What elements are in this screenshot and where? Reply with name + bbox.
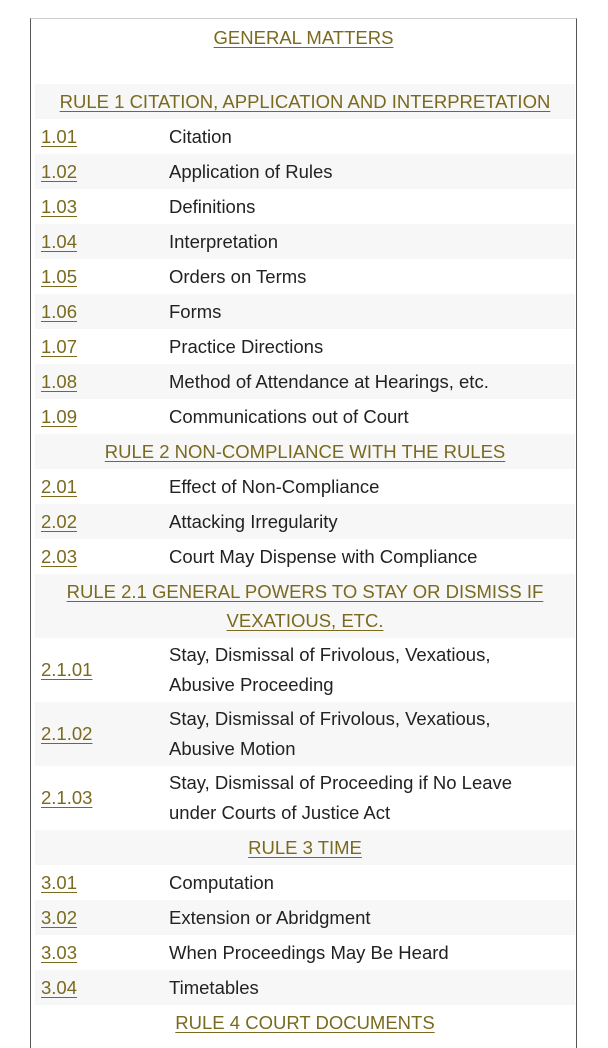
toc-container xyxy=(30,18,577,1048)
rule-title: Court May Dispense with Compliance xyxy=(169,545,478,567)
table-row xyxy=(35,294,575,329)
table-row xyxy=(35,469,575,504)
rule-title: Forms xyxy=(169,294,575,329)
rule-link-3-03[interactable]: 3.03 xyxy=(41,941,78,963)
rule-link-2-01[interactable]: 2.01 xyxy=(41,475,78,497)
heading-line: VEXATIOUS, ETC. xyxy=(226,610,384,631)
rule-link-1-09[interactable]: 1.09 xyxy=(41,405,78,427)
table-row xyxy=(35,702,575,766)
title-line: Stay, Dismissal of Proceeding if No Leave xyxy=(169,772,513,793)
rule-title xyxy=(169,638,575,702)
heading-line: RULE 2.1 GENERAL POWERS TO STAY OR DISMISS IF xyxy=(66,581,544,602)
table-row xyxy=(35,189,575,224)
rule-title: Citation xyxy=(169,125,232,147)
title-line: Abusive Motion xyxy=(169,738,296,759)
rule-link-1-05[interactable]: 1.05 xyxy=(41,265,78,287)
rule-title: Attacking Irregularity xyxy=(169,504,575,539)
rule-title: Method of Attendance at Hearings, etc. xyxy=(169,364,575,399)
rule-link-3-04[interactable]: 3.04 xyxy=(41,976,78,998)
table-row xyxy=(35,970,575,1005)
section-heading-row xyxy=(35,574,575,638)
rule-title xyxy=(169,766,575,830)
table-row xyxy=(35,224,575,259)
rule-title: Interpretation xyxy=(169,224,575,259)
table-row xyxy=(35,119,575,154)
rule-title: Extension or Abridgment xyxy=(169,900,575,935)
rule-title: Definitions xyxy=(169,195,256,217)
rule-title: Communications out of Court xyxy=(169,405,409,427)
rule-title: Computation xyxy=(169,871,274,893)
table-row xyxy=(35,935,575,970)
general-matters-link[interactable]: GENERAL MATTERS xyxy=(213,27,394,48)
section-heading-row xyxy=(35,1005,575,1040)
table-row xyxy=(35,329,575,364)
table-row xyxy=(35,364,575,399)
rule-link-2-02[interactable]: 2.02 xyxy=(41,510,78,532)
page-title xyxy=(31,27,576,49)
section-heading-row xyxy=(35,830,575,865)
rule-link-2-1-01[interactable]: 2.1.01 xyxy=(41,659,93,680)
rule-link-2-03[interactable]: 2.03 xyxy=(41,545,78,567)
rule-link-1-03[interactable]: 1.03 xyxy=(41,195,78,217)
rule-link-3-02[interactable]: 3.02 xyxy=(41,906,78,928)
rule-link-2-1-02[interactable]: 2.1.02 xyxy=(41,723,93,744)
rule-title: Timetables xyxy=(169,970,575,1005)
table-row xyxy=(35,154,575,189)
rule-1-heading-link[interactable]: RULE 1 CITATION, APPLICATION AND INTERPRETATION xyxy=(59,90,551,112)
rule-link-1-01[interactable]: 1.01 xyxy=(41,125,78,147)
table-row xyxy=(35,900,575,935)
rule-2-heading-link[interactable]: RULE 2 NON-COMPLIANCE WITH THE RULES xyxy=(104,440,506,462)
rule-title: When Proceedings May Be Heard xyxy=(169,941,449,963)
toc-table xyxy=(35,84,575,1040)
title-line: Abusive Proceeding xyxy=(169,674,334,695)
title-line: Stay, Dismissal of Frivolous, Vexatious, xyxy=(169,708,491,729)
table-row xyxy=(35,766,575,830)
rule-title: Effect of Non-Compliance xyxy=(169,475,380,497)
rule-link-1-04[interactable]: 1.04 xyxy=(41,230,78,252)
title-line: under Courts of Justice Act xyxy=(169,802,391,823)
rule-3-heading-link[interactable]: RULE 3 TIME xyxy=(248,836,362,858)
rule-2-1-heading-link[interactable] xyxy=(67,581,544,631)
title-line: Stay, Dismissal of Frivolous, Vexatious, xyxy=(169,644,491,665)
table-row xyxy=(35,865,575,900)
rule-title: Practice Directions xyxy=(169,335,324,357)
table-row xyxy=(35,399,575,434)
rule-title xyxy=(169,702,575,766)
table-row xyxy=(35,504,575,539)
table-row xyxy=(35,638,575,702)
section-heading-row xyxy=(35,84,575,119)
rule-link-1-06[interactable]: 1.06 xyxy=(41,300,78,322)
rule-title: Application of Rules xyxy=(169,154,575,189)
rule-link-1-02[interactable]: 1.02 xyxy=(41,160,78,182)
section-heading-row xyxy=(35,434,575,469)
table-row xyxy=(35,259,575,294)
table-row xyxy=(35,539,575,574)
rule-link-1-07[interactable]: 1.07 xyxy=(41,335,78,357)
rule-link-2-1-03[interactable]: 2.1.03 xyxy=(41,787,93,808)
rule-4-heading-link[interactable]: RULE 4 COURT DOCUMENTS xyxy=(175,1011,435,1033)
rule-link-1-08[interactable]: 1.08 xyxy=(41,370,78,392)
rule-link-3-01[interactable]: 3.01 xyxy=(41,871,78,893)
rule-title: Orders on Terms xyxy=(169,265,307,287)
